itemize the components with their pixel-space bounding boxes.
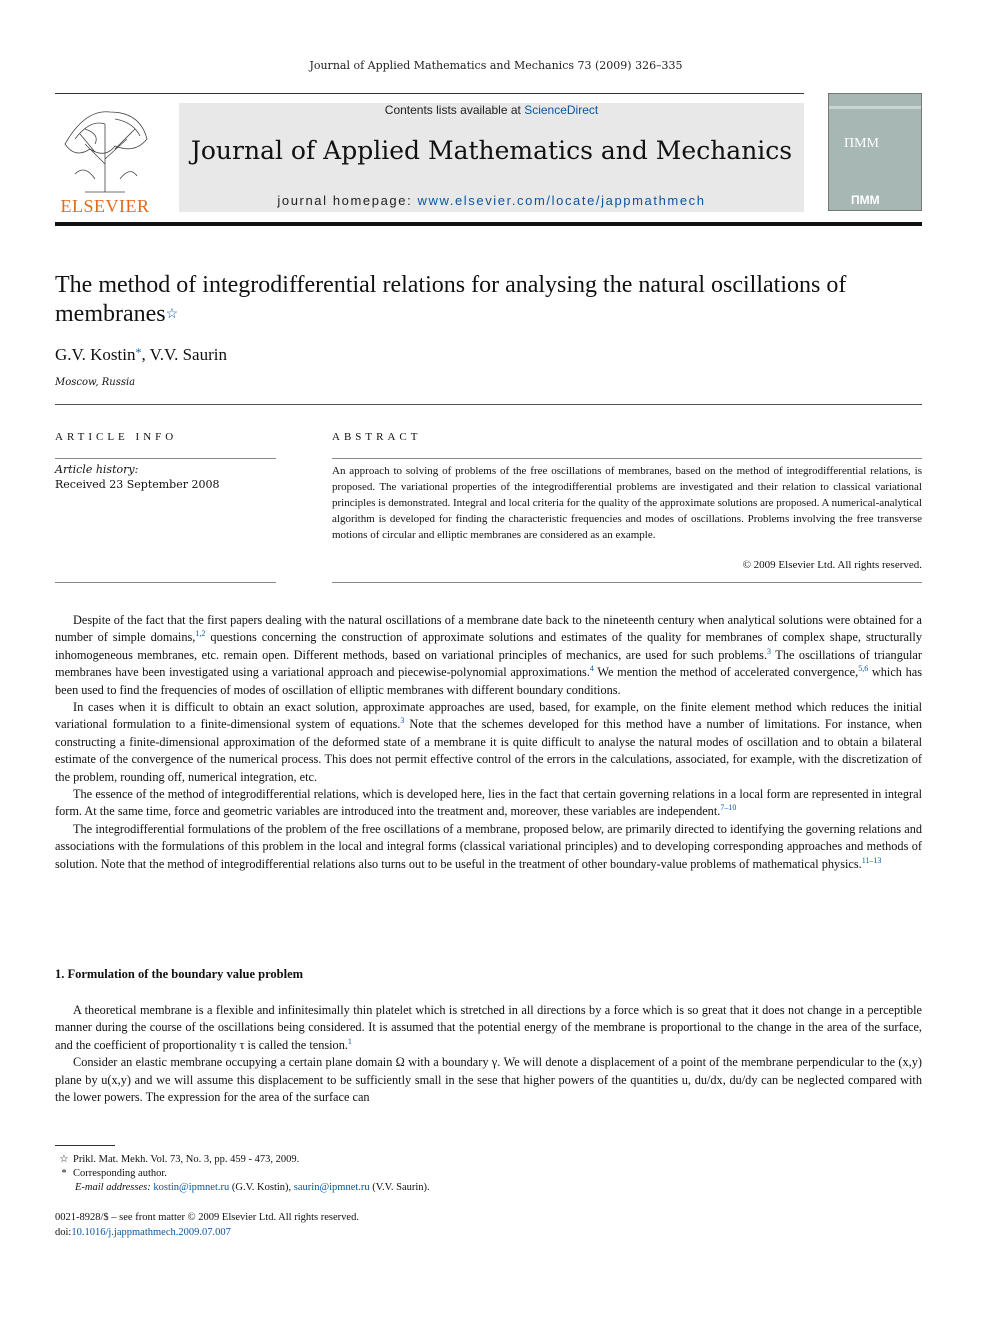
footnote xyxy=(55,1168,167,1179)
divider xyxy=(332,582,922,583)
contents-line xyxy=(179,103,804,117)
footnote-text: Prikl. Mat. Mekh. Vol. 73, No. 3, pp. 459 - 473, 2009. xyxy=(73,1154,300,1165)
title-footnote-mark[interactable]: ☆ xyxy=(165,307,179,322)
journal-masthead xyxy=(179,103,804,212)
reference-link[interactable]: 11–13 xyxy=(861,855,882,865)
journal-citation: Journal of Applied Mathematics and Mechanics 73 (2009) 326–335 xyxy=(309,59,683,72)
footnote-rule xyxy=(55,1145,115,1146)
paragraph xyxy=(55,786,922,821)
paragraph xyxy=(55,821,922,873)
paragraph xyxy=(55,1002,922,1054)
journal-cover-thumbnail[interactable] xyxy=(828,93,922,211)
history-label: Article history: xyxy=(55,463,139,476)
footnote-mark: ☆ xyxy=(59,1154,69,1165)
journal-title: Journal of Applied Mathematics and Mechanics xyxy=(190,136,793,165)
text: questions concerning the construction of approximate solutions and estimates of the quality for membranes of complex shape, structurally inhomogeneous membranes, etc. remain open. Different methods, based on variational principles of mechanics, are used for such problems. xyxy=(55,630,922,662)
cover-label: ПММ xyxy=(851,193,880,207)
corresponding-author-mark[interactable]: * xyxy=(135,345,142,359)
text: Note that the schemes developed for this method have a number of limitations. For instance, when constructing a finite-dimensional approximation of the deformed state of a membrane it is quite difficult to analyse the natural modes of oscillation and to obtain a bilateral estimate of the convergence of the numerical process. This does not permit effective control of the errors in the calculations, associated, for example, with the discretization of the problem, rounding off, numerical integration, etc. xyxy=(55,717,922,784)
divider xyxy=(332,458,922,459)
body-text xyxy=(55,1002,922,1106)
received-date: Received 23 September 2008 xyxy=(55,478,220,491)
affiliation: Moscow, Russia xyxy=(55,377,136,388)
issn-line: 0021-8928/$ – see front matter © 2009 Elsevier Ltd. All rights reserved. xyxy=(55,1212,359,1223)
reference-link[interactable]: 1 xyxy=(347,1036,352,1046)
text: The integrodifferential formulations of the problem of the free oscillations of a membrane, proposed below, are primarily directed to identifying the governing relations and associations with the formulations of this problem in the local and integral forms (classical variational principles) and to developing corresponding approaches and methods of solution. Note that the method of integrodifferential relations also turns out to be useful in the treatment of other boundary-value problems of mathematical physics. xyxy=(55,821,922,871)
doi-label: doi: xyxy=(55,1227,72,1238)
email-link[interactable]: kostin@ipmnet.ru xyxy=(153,1182,230,1193)
divider xyxy=(55,458,276,459)
author-saurin: V.V. Saurin xyxy=(149,345,227,364)
article-title xyxy=(55,271,855,329)
footnote xyxy=(55,1153,299,1165)
homepage-link[interactable]: www.elsevier.com/locate/jappmathmech xyxy=(417,193,706,208)
paragraph xyxy=(55,612,922,699)
text: We mention the method of accelerated convergence, xyxy=(593,665,859,680)
body-text xyxy=(55,612,922,873)
text: Despite of the fact that the first papers dealing with the natural oscillations of a membrane date back to the nineteenth century when analytical solutions were obtained for a number of simple domains, xyxy=(55,613,922,645)
abstract-heading: ABSTRACT xyxy=(332,431,422,443)
author-list: G.V. Kostin*, V.V. Saurin xyxy=(55,345,227,364)
doi-link[interactable]: 10.1016/j.jappmathmech.2009.07.007 xyxy=(71,1227,231,1238)
section-heading: 1. Formulation of the boundary value problem xyxy=(55,967,304,981)
text: In cases when it is difficult to obtain an exact solution, approximate approaches are used, based, for example, on the finite element method which reduces the initial variational formulation to a finite-dimensional system of equations. xyxy=(55,700,922,732)
elsevier-wordmark[interactable]: ELSEVIER xyxy=(60,196,150,216)
sciencedirect-link[interactable]: ScienceDirect xyxy=(524,103,599,117)
footnote-text: Corresponding author. xyxy=(73,1168,167,1179)
masthead-bar xyxy=(55,222,922,226)
doi-line xyxy=(55,1227,231,1238)
reference-link[interactable]: 4 xyxy=(589,664,594,674)
abstract-copyright: © 2009 Elsevier Ltd. All rights reserved. xyxy=(742,559,922,571)
text: Consider an elastic membrane occupying a certain plane domain Ω with a boundary γ. We will denote a displacement of a point of the membrane perpendicular to the (x,y) plane by u(x,y) and we will assume this displacement to be sufficiently small in the sese that higher powers of the quantities u, du/dx, du/dy can be neglected compared with the lower powers. The expression for the area of the surface can xyxy=(55,1055,922,1105)
reference-link[interactable]: 3 xyxy=(400,716,405,726)
title-text: The method of integrodifferential relations for analysing the natural oscillations of membranes xyxy=(55,272,847,327)
footnote xyxy=(55,1182,430,1193)
footnote-mark: * xyxy=(61,1168,67,1179)
author-kostin: G.V. Kostin xyxy=(55,345,136,364)
cover-band xyxy=(829,106,921,109)
text: which has been used to find the frequencies of modes of oscillation of elliptic membranes with different boundary conditions. xyxy=(55,665,922,697)
text: (V.V. Saurin). xyxy=(369,1182,430,1193)
reference-link[interactable]: 1,2 xyxy=(195,629,206,639)
homepage-prefix: journal homepage: xyxy=(277,193,418,208)
divider xyxy=(55,582,276,583)
email-label: E-mail addresses: xyxy=(75,1182,154,1193)
article-info-heading: ARTICLE INFO xyxy=(55,431,178,443)
text: The essence of the method of integrodifferential relations, which is developed here, lies in the fact that certain governing relations in a local form are represented in integral form. At the same time, force and geometric variables are introduced into the treatment and, moreover, these variables are independent. xyxy=(55,787,922,819)
homepage-line xyxy=(179,193,804,208)
reference-link[interactable]: 7–10 xyxy=(720,803,737,813)
email-link[interactable]: saurin@ipmnet.ru xyxy=(293,1182,370,1193)
reference-link[interactable]: 3 xyxy=(767,646,772,656)
paragraph xyxy=(55,699,922,786)
reference-link[interactable]: 5,6 xyxy=(858,664,869,674)
text: A theoretical membrane is a flexible and infinitesimally thin platelet which is stretched in all directions by a force which is so great that it does not change in a perceptible manner during the course of the oscillations being considered. It is assumed that the potential energy of the membrane is proportional to the change in the area of the surface, and the coefficient of proportionality τ is called the tension. xyxy=(55,1003,922,1052)
abstract-text: An approach to solving of problems of the free oscillations of membranes, based on the method of integrodifferential relations, is proposed. The variational properties of the integrodifferential problems are investigated and their relation to classical variational principles is demonstrated. Integral and local criteria for the quality of the approximate solutions are proposed. A numerical-analytical algorithm is developed for finding the characteristic frequencies and modes of oscillations. Problems involving the free transverse motions of circular and elliptic membranes are considered as an example. xyxy=(332,465,922,541)
header-rule xyxy=(55,93,804,94)
divider xyxy=(55,404,922,405)
contents-prefix: Contents lists available at xyxy=(384,103,525,117)
text: (G.V. Kostin), xyxy=(229,1182,294,1193)
text: The oscillations of triangular membranes have been investigated using a variational approach and piecewise-polynomial approximations. xyxy=(55,647,922,680)
paragraph xyxy=(55,1054,922,1106)
cover-logo: ПММ xyxy=(844,136,880,151)
